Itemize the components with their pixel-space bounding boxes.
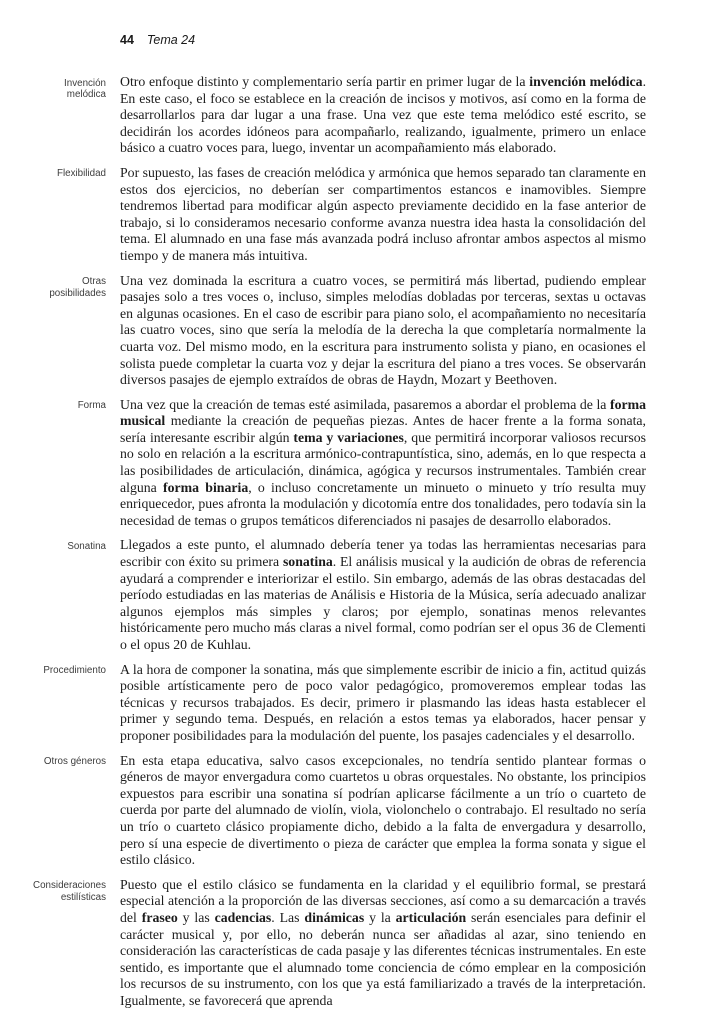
margin-label: Invención melódica bbox=[64, 77, 106, 100]
section bbox=[28, 397, 646, 530]
page-header bbox=[120, 33, 195, 47]
margin-label: Flexibilidad bbox=[56, 168, 106, 180]
sections bbox=[28, 74, 646, 1009]
section bbox=[28, 662, 646, 745]
paragraph-text: A la hora de componer la sonatina, más que simplemente escribir de inicio a fin, actitud quizás posible artísticamente pero de poco valor pedagógico, promoveremos emplear todas las técnicas y recursos trabajados. Es decir, primero ir plasmando las ideas hasta establecer el primer y segundo tema. Después, en relación a estos temas ya elaborados, hacer pensar y proponer posibilidades para la modulación del puente, los pasajes cadenciales y el desarrollo. bbox=[120, 661, 646, 743]
paragraph-text: Una vez que la creación de temas esté asimilada, pasaremos a abordar el problema de la forma musical mediante la creación de pequeñas piezas. Antes de hacer frente a la forma sonata, sería interesante escribir algún tema y variaciones, que permitirá incorporar valiosos recursos no solo en relación a la escritura armónico-contrapuntística, sino, además, en lo que respecta a las posibilidades de articulación, dinámica, agógica y recursos instrumentales. También crear alguna forma binaria, o incluso concretamente un minueto o minueto y trío resulta muy enriquecedor, pues afronta la modulación y dicotomía entre dos tonalidades, pero todavía sin la necesidad de temas o grupos temáticos diferenciados ni pasajes de desarrollo elaborados. bbox=[120, 396, 646, 528]
section bbox=[28, 165, 646, 265]
margin-label: Otros géneros bbox=[43, 756, 106, 768]
margin-label: Forma bbox=[77, 400, 106, 412]
margin-label: Otras posibilidades bbox=[49, 276, 106, 299]
margin-label: Procedimiento bbox=[43, 665, 106, 677]
margin-label: Sonatina bbox=[67, 540, 106, 552]
paragraph-text: Llegados a este punto, el alumnado debería tener ya todas las herramientas necesarias para escribir con éxito su primera sonatina. El análisis musical y la audición de obras de referencia ayudará a comprender e interiorizar el estilo. Sin embargo, además de las obras destacadas del período estudiadas en las materias de Análisis e Historia de la Música, sería adecuado analizar algunos ejemplos más simples y claros; por ejemplo, sonatinas menos relevantes históricamente pero mucho más claras a nivel formal, como podrían ser el opus 36 de Clementi o el opus 20 de Kuhlau. bbox=[120, 537, 646, 652]
section bbox=[28, 877, 646, 1010]
section bbox=[28, 537, 646, 653]
section bbox=[28, 753, 646, 869]
paragraph-text: Una vez dominada la escritura a cuatro voces, se permitirá más libertad, pudiendo emplear pasajes solo a tres voces o, incluso, simples melodías dobladas por terceras, sextas u octavas en algunas ocasiones. En el caso de escribir para piano solo, el acompañamiento no necesitaría las cuatro voces, sino que sería la melodía de la derecha la que completaría normalmente la cuarta voz. Del mismo modo, en la escritura para instrumento solista y piano, en ocasiones el solista puede completar la cuarta voz y dejar la escritura del piano a tres voces. Se observarán diversos pasajes de ejemplo extraídos de obras de Haydn, Mozart y Beethoven. bbox=[120, 272, 646, 388]
section bbox=[28, 273, 646, 389]
paragraph-text: Otro enfoque distinto y complementario sería partir en primer lugar de la invención melódica. En este caso, el foco se establece en la creación de incisos y motivos, así como en la forma de desarrollarlos para dar lugar a una frase. Una vez que este tema melódico esté escrito, se decidirán los acordes idóneos para acompañarlo, realizando, igualmente, primero un enlace básico a cuatro voces para, luego, inventar un acompañamiento más elaborado. bbox=[120, 74, 647, 156]
section bbox=[28, 74, 646, 157]
paragraph-text: En esta etapa educativa, salvo casos excepcionales, no tendría sentido plantear formas o géneros de mayor envergadura como cuartetos u obras orquestales. No obstante, los principios expuestos para escribir una sonatina sí podrían aplicarse fácilmente a un trío o cuarteto de cuerda por parte del alumnado de violín, viola, violonchelo o contrabajo. El resultado no sería un trío o cuarteto clásico propiamente dicho, debido a la falta de envergadura y desarrollo, pero sí una especie de divertimento o pieza de carácter que emplea la forma sonata y sigue el estilo clásico. bbox=[120, 752, 646, 868]
margin-label: Consideraciones estilísticas bbox=[33, 880, 106, 903]
chapter-title: Tema 24 bbox=[146, 33, 196, 47]
paragraph-text: Puesto que el estilo clásico se fundamenta en la claridad y el equilibrio formal, se prestará especial atención a la proporción de las diversas secciones, así como a su demarcación a través del fraseo y las cadencias. Las dinámicas y la articulación serán esenciales para definir el carácter musical y, por ello, no deberán nunca ser añadidas al azar, sino teniendo en consideración las características de cada pasaje y las diferentes técnicas instrumentales. En este sentido, es importante que el alumnado tome conciencia de cómo emplear en la composición los recursos de su instrumento, con los que ya está familiarizado a través de la interpretación. Igualmente, se favorecerá que aprenda bbox=[120, 876, 646, 1008]
paragraph-text: Por supuesto, las fases de creación melódica y armónica que hemos separado tan claramente en estos dos ejercicios, no deberían ser compartimentos estancos e inamovibles. Siempre tendremos libertad para modificar algún aspecto previamente decidido en la fase anterior de trabajo, si lo consideramos necesario conforme avanza nuestra idea hasta la consolidación del tema. El alumnado en una fase más avanzada podrá incluso afrontar ambos aspectos al mismo tiempo y de manera más intuitiva. bbox=[120, 164, 646, 263]
page-number: 44 bbox=[120, 33, 134, 47]
